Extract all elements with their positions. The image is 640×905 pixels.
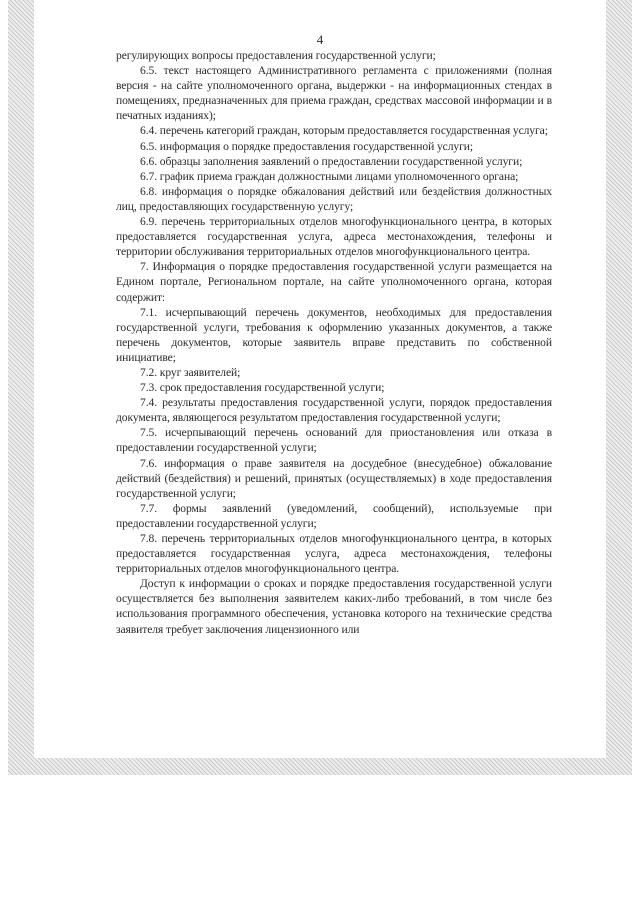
paragraph-6-8-appeal-procedure: 6.8. информация о порядке обжалования действий или бездействия должностных лиц, предоставляющих государственную услугу; xyxy=(116,184,552,213)
paragraph-7-portal-info: 7. Информация о порядке предоставления государственной услуги размещается на Едином портале, Региональном портале, на сайте уполномоченного органа, которая содержит: xyxy=(116,260,552,304)
paragraph-7-6-appeal-rights: 7.6. информация о праве заявителя на досудебное (внесудебное) обжалование действий (бездействия) и решений, принятых (осуществляемых) в ходе предоставления государственной услуги; xyxy=(116,456,552,500)
paragraph-7-4-service-results: 7.4. результаты предоставления государственной услуги, порядок предоставления документа, являющегося результатом предоставления государственной услуги; xyxy=(116,396,552,425)
paragraph-6-5-procedure-info: 6.5. информация о порядке предоставления государственной услуги; xyxy=(140,139,473,153)
paragraph-6-5-regulation-text: 6.5. текст настоящего Административного регламента с приложениями (полная версия - на сайте уполномоченного органа, выдержки - на информационных стендах в помещениях, предназначенных для приема граждан, средствах массовой информации и в печатных изданиях); xyxy=(116,64,552,123)
paragraph-6-7-reception-schedule: 6.7. график приема граждан должностными лицами уполномоченного органа; xyxy=(140,169,519,183)
paragraph-6-6-application-samples: 6.6. образцы заполнения заявлений о предоставлении государственной услуги; xyxy=(140,154,523,168)
paragraph-7-1-documents-list: 7.1. исчерпывающий перечень документов, необходимых для предоставления государственной услуги, требования к оформлению указанных документов, а также перечень документов, которые заявитель вправе представить по собственной инициативе; xyxy=(116,305,552,364)
scan-border-bottom xyxy=(8,758,632,775)
paragraph-7-2-applicants: 7.2. круг заявителей; xyxy=(140,365,241,379)
paragraph-7-5-refusal-grounds: 7.5. исчерпывающий перечень оснований для приостановления или отказа в предоставлении государственной услуги; xyxy=(116,426,552,455)
scan-border-left xyxy=(8,0,34,775)
scan-border-right xyxy=(606,0,632,775)
document-page xyxy=(34,0,606,758)
paragraph-6-9-mfc-offices: 6.9. перечень территориальных отделов многофункционального центра, в которых предоставляется государственная услуга, адреса местонахождения, телефоны и территории обслуживания территориальных отделов многофункционального центра. xyxy=(116,215,552,259)
paragraph-7-3-service-term: 7.3. срок предоставления государственной услуги; xyxy=(140,381,385,395)
paragraph-7-7-application-forms: 7.7. формы заявлений (уведомлений, сообщений), используемые при предоставлении государственной услуги; xyxy=(116,501,552,530)
paragraph-information-access: Доступ к информации о сроках и порядке предоставления государственной услуги осуществляется без выполнения заявителем каких-либо требований, в том числе без использования программного обеспечения, установка которого на технические средства заявителя требует заключения лицензионного или xyxy=(116,577,552,636)
paragraph-7-8-mfc-offices: 7.8. перечень территориальных отделов многофункционального центра, в которых предоставляется государственная услуга, адреса местонахождения, телефоны территориальных отделов многофункционального центра. xyxy=(116,532,552,576)
page-number: 4 xyxy=(316,32,324,47)
page-text xyxy=(116,48,552,637)
paragraph-6-4-citizen-categories: 6.4. перечень категорий граждан, которым предоставляется государственная услуга; xyxy=(140,124,548,138)
paragraph-continuation: регулирующих вопросы предоставления государственной услуги; xyxy=(116,49,436,62)
